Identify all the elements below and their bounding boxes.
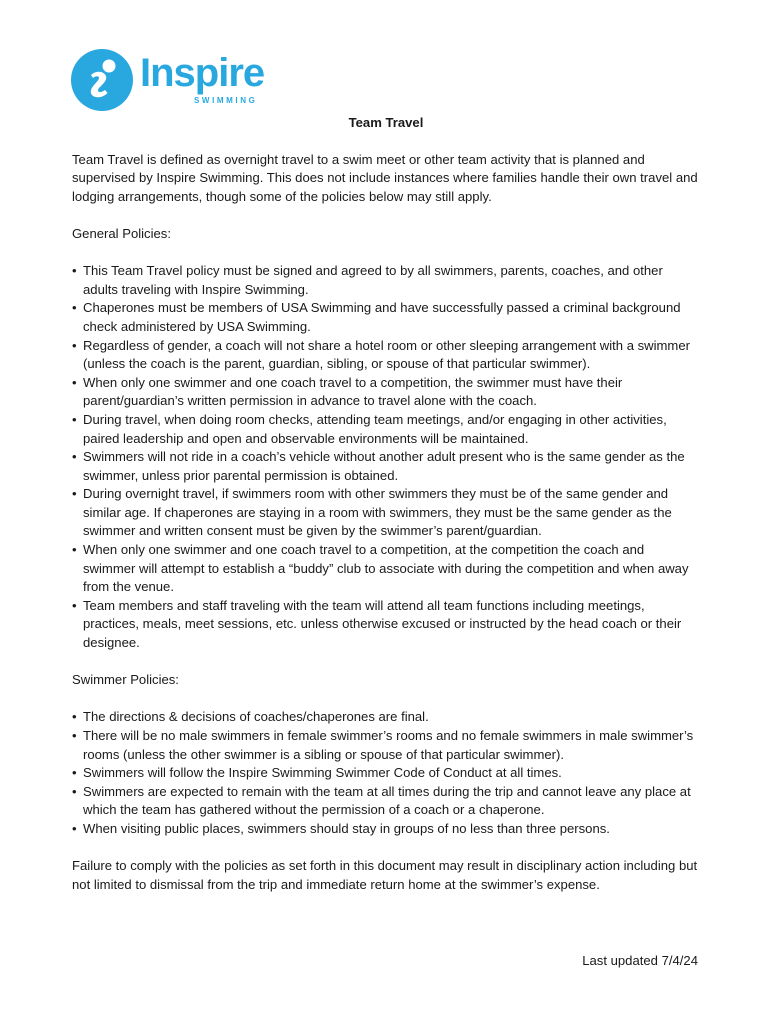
general-policy-item: • Team members and staff traveling with the team will attend all team functions including meetings, practices, meals, meet sessions, etc. unless otherwise excused or instructed by the head coach or their designee. [72, 597, 700, 653]
general-policy-item: • During overnight travel, if swimmers room with other swimmers they must be of the same gender and similar age. If chaperones are staying in a room with swimmers, they must be the same gender as the swimmer and written consent must be given by the swimmer’s parent/guardian. [72, 485, 700, 541]
swimmer-policies-heading: Swimmer Policies: [72, 672, 179, 688]
general-policy-item: • Swimmers will not ride in a coach’s vehicle without another adult present who is the same gender as the swimmer, unless prior parental permission is obtained. [72, 448, 700, 485]
general-policies-list [72, 262, 700, 652]
document-title: Team Travel [348, 115, 424, 130]
swimmer-mark-icon [70, 48, 134, 112]
brand-name: Inspire [140, 51, 265, 95]
general-policy-item: • During travel, when doing room checks, attending team meetings, and/or engaging in other activities, paired leadership and open and observable environments will be maintained. [72, 411, 700, 448]
document-body [72, 114, 700, 894]
last-updated-date: Last updated 7/4/24 [582, 953, 698, 968]
swimmer-policies-list [72, 708, 700, 838]
inspire-swimming-logo [70, 48, 280, 112]
swimmer-policy-item: • There will be no male swimmers in female swimmer’s rooms and no female swimmers in male swimmer’s rooms (unless the other swimmer is a sibling or spouse of that particular swimmer). [72, 727, 700, 764]
swimmer-policy-item: • Swimmers are expected to remain with the team at all times during the trip and cannot leave any place at which the team has gathered without the permission of a coach or a chaperone. [72, 783, 700, 820]
general-policy-item: • Regardless of gender, a coach will not share a hotel room or other sleeping arrangement with a swimmer (unless the coach is the parent, guardian, sibling, or spouse of that particular swimmer). [72, 337, 700, 374]
general-policy-item: • Chaperones must be members of USA Swimming and have successfully passed a criminal background check administered by USA Swimming. [72, 299, 700, 336]
brand-subtitle: SWIMMING [194, 96, 258, 105]
general-policy-item: • When only one swimmer and one coach travel to a competition, at the competition the coach and swimmer will attempt to establish a “buddy” club to associate with during the competition and when away from the venue. [72, 541, 700, 597]
intro-paragraph: Team Travel is defined as overnight travel to a swim meet or other team activity that is planned and supervised by Inspire Swimming. This does not include instances where families handle their own travel and lodging arrangements, though some of the policies below may still apply. [72, 151, 698, 204]
swimmer-policy-item: • Swimmers will follow the Inspire Swimming Swimmer Code of Conduct at all times. [72, 764, 700, 783]
closing-paragraph: Failure to comply with the policies as set forth in this document may result in disciplinary action including but not limited to dismissal from the trip and immediate return home at the swimmer’s expense. [72, 858, 698, 892]
general-policy-item: • This Team Travel policy must be signed and agreed to by all swimmers, parents, coaches, and other adults traveling with Inspire Swimming. [72, 262, 700, 299]
swimmer-policy-item: • The directions & decisions of coaches/chaperones are final. [72, 708, 700, 727]
general-policy-item: • When only one swimmer and one coach travel to a competition, the swimmer must have their parent/guardian’s written permission in advance to travel alone with the coach. [72, 374, 700, 411]
swimmer-policy-item: • When visiting public places, swimmers should stay in groups of no less than three persons. [72, 820, 700, 839]
general-policies-heading: General Policies: [72, 225, 171, 241]
